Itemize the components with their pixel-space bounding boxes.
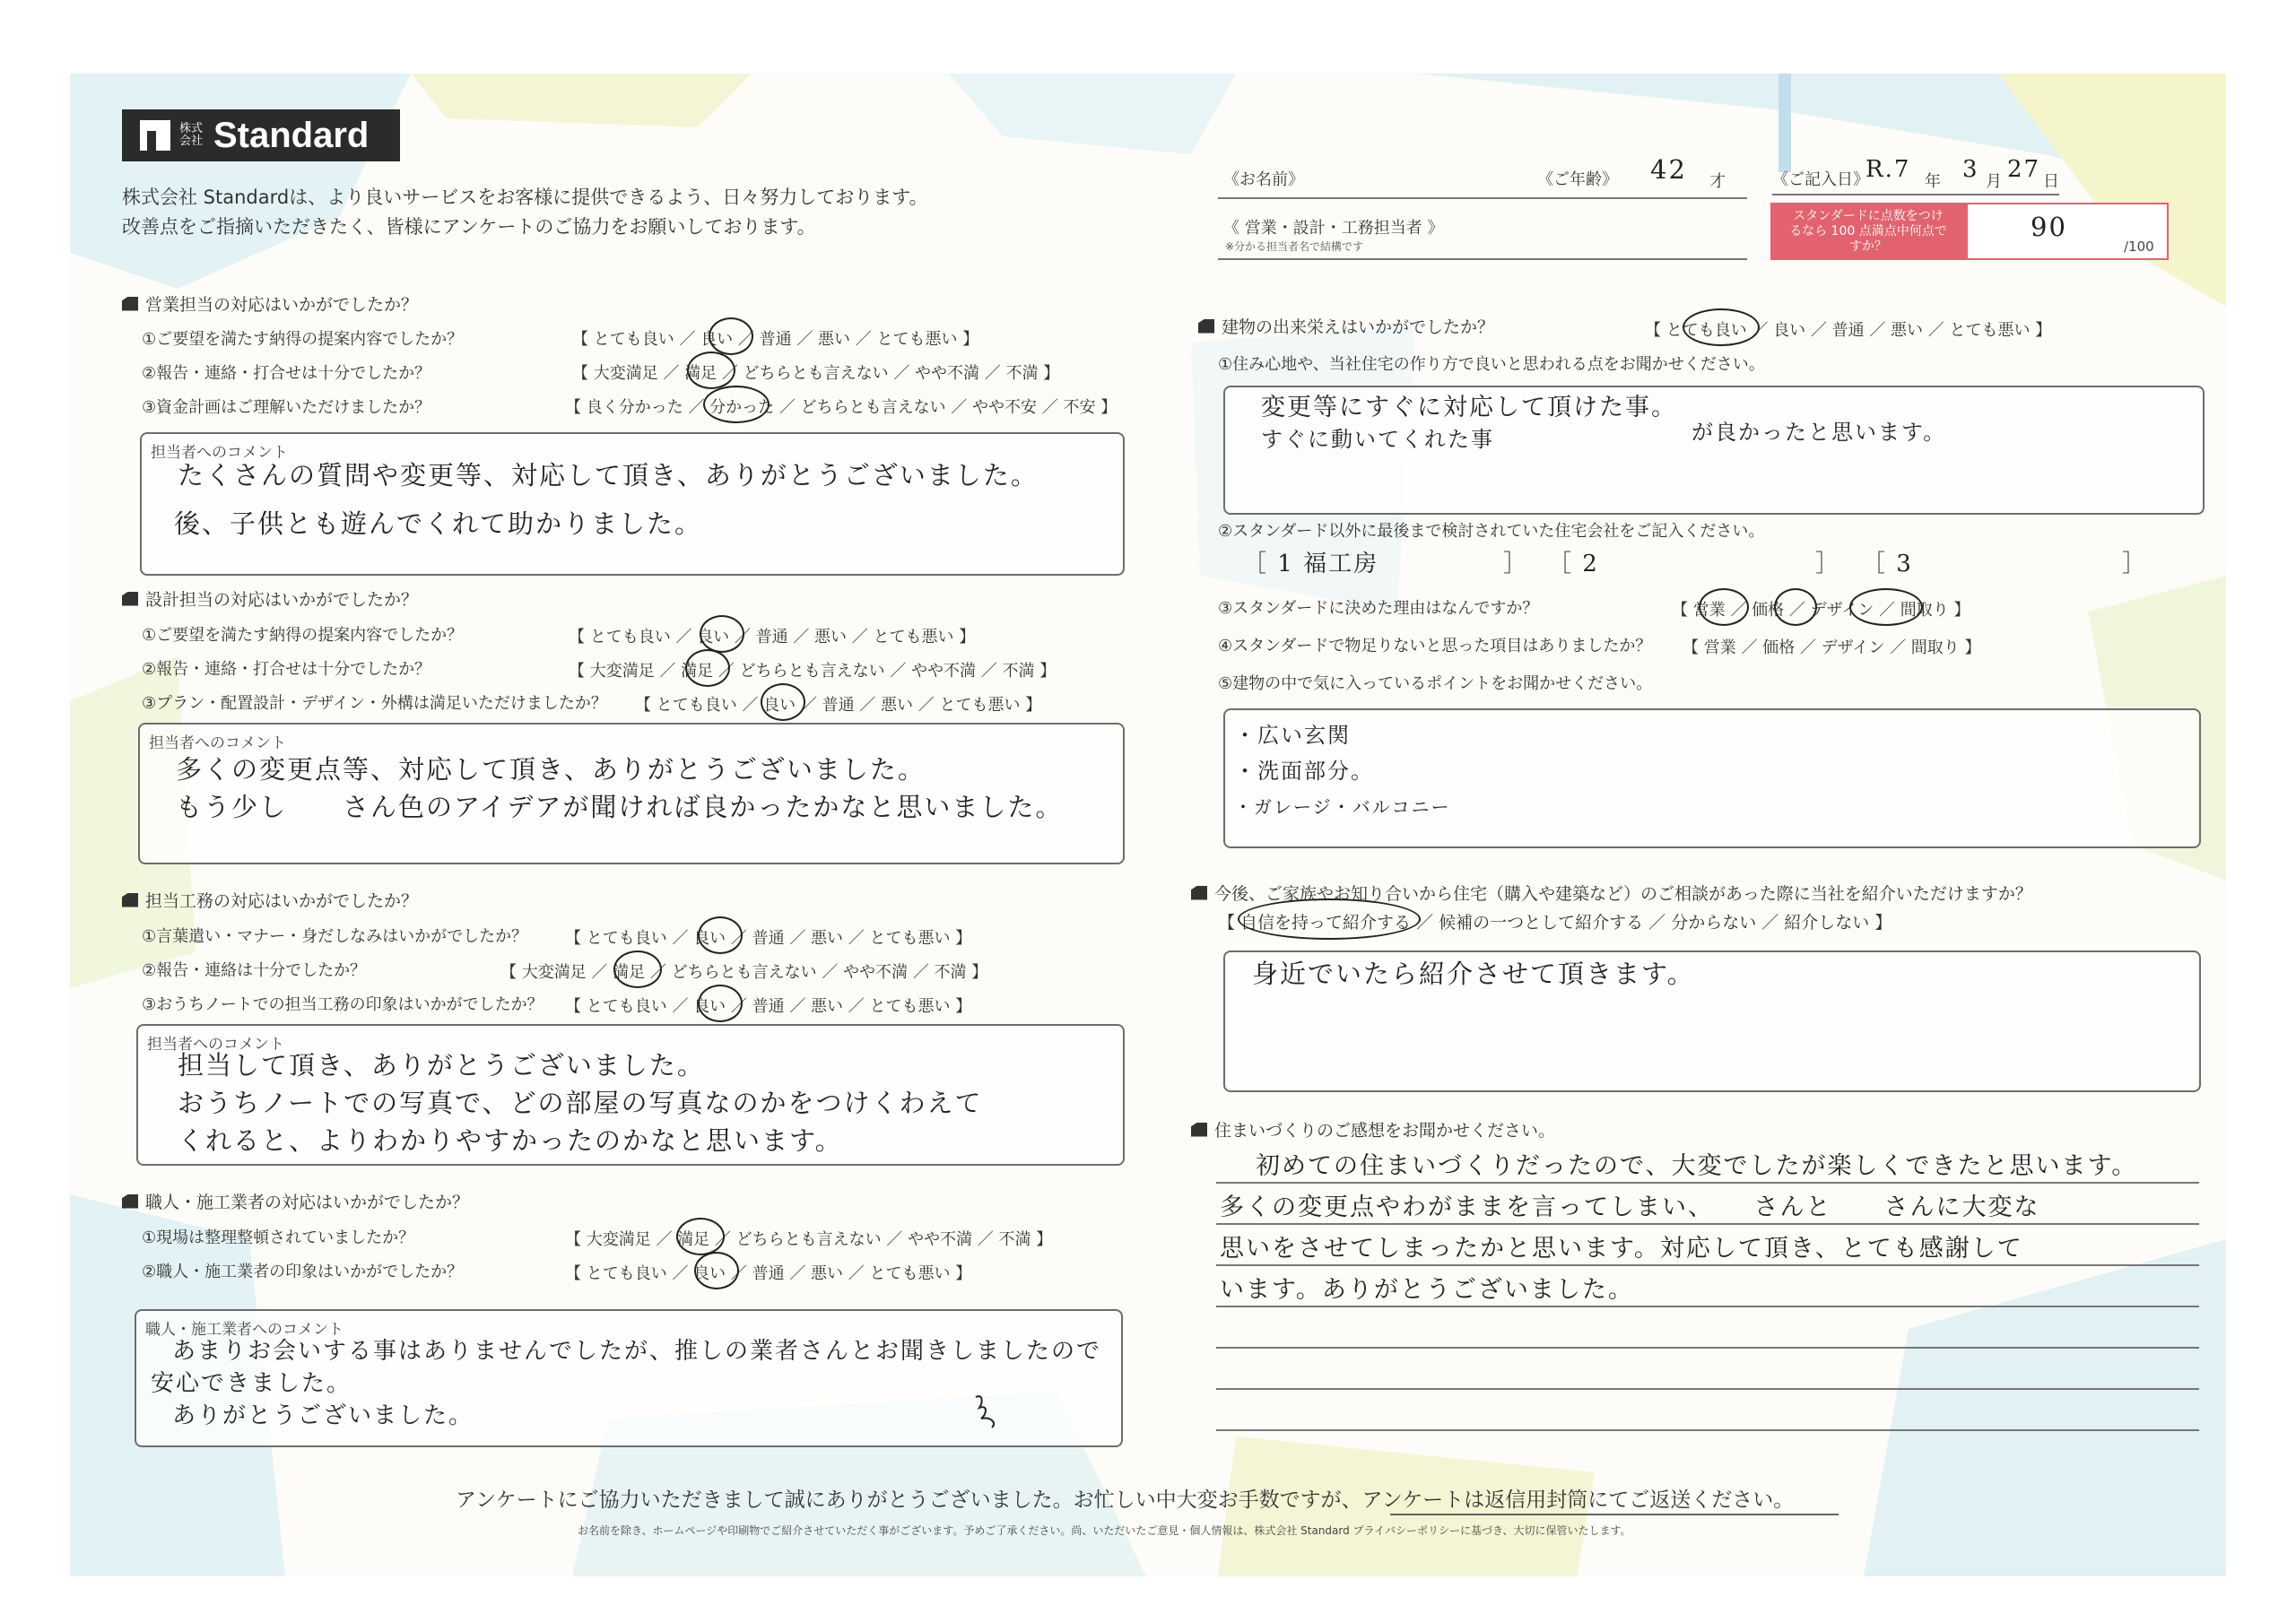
intro-line-1: 株式会社 Standardは、より良いサービスをお客様に提供できるよう、日々努力しております。 [122,187,928,208]
staff-note: ※分かる担当者名で結構です [1225,240,1364,253]
date-month: 3 [1962,156,1979,183]
construction-comment-line-3: くれると、よりわかりやすかったのかなと思います。 [178,1125,843,1156]
age-label: 《ご年齢》 [1537,170,1618,189]
sales-comment-line-1: たくさんの質問や変更等、対応して頂き、ありがとうございました。 [178,460,1039,490]
building-q4-options[interactable]: 【 営業 ／ 価格 ／ デザイン ／ 間取り 】 [1683,638,1981,657]
sales-q3-selection-mark [703,386,770,423]
date-day: 27 [2007,156,2041,183]
referral-answer-box[interactable] [1223,950,2201,1092]
footer-thanks: アンケートにご協力いただきまして誠にありがとうございました。お忙しい中大変お手数ですが、アンケートは返信用封筒にてご返送ください。 [456,1488,1795,1512]
construction-q1-options[interactable]: 【 とても良い ／ 良い ／ 普通 ／ 悪い ／ とても悪い 】 [565,929,972,948]
design-q3-options[interactable]: 【 とても良い ／ 良い ／ 普通 ／ 悪い ／ とても悪い 】 [635,696,1042,715]
survey-sheet [70,74,2226,1576]
craftsmen-comment-line-2: 安心できました。 [151,1370,352,1397]
competitor-2-end: ］ [1815,551,1841,577]
sales-comment-line-2: 後、子供とも遊んでくれて助かりました。 [174,508,703,539]
craftsmen-q2-selection-mark [694,1252,739,1289]
building-q4: ④スタンダードで物足りないと思った項目はありましたか？ [1218,637,1652,655]
section-marker-icon [122,592,138,606]
design-q3-selection-mark [761,683,805,721]
referral-selection-mark [1238,898,1421,940]
logo-house-icon [140,120,170,151]
impressions-rule-7 [1216,1429,2199,1431]
logo-wordmark: Standard [213,115,370,155]
competitor-3-end: ］ [2122,551,2148,577]
section-marker-icon [122,1194,138,1209]
age-unit: 才 [1709,172,1726,191]
craftsmen-title-text: 職人・施工業者の対応はいかがでしたか？ [145,1193,470,1212]
construction-comment-line-1: 担当して頂き、ありがとうございました。 [178,1050,705,1081]
construction-comment-label: 担当者へのコメント [147,1036,284,1054]
competitor-3[interactable]: ［ 3 [1862,551,1913,577]
building-options[interactable]: 【 とても良い ／ 良い ／ 普通 ／ 悪い ／ とても悪い 】 [1645,321,2052,340]
sales-section-title [122,291,418,316]
craftsmen-section-title [122,1189,469,1213]
building-section-title [1198,314,1494,338]
intro-text [122,183,928,242]
date-year-unit: 年 [1925,172,1941,191]
impressions-line-4: います。ありがとうございました。 [1220,1276,1634,1304]
referral-title-text: 今後、ご家族やお知り合いから住宅（購入や建築など）のご相談があった際に当社を紹介いただけますか？ [1214,884,2032,904]
impressions-line-2: 多くの変更点やわがままを言ってしまい、 さんと さんに大変な [1220,1193,2040,1221]
design-q2: ②報告・連絡・打合せは十分でしたか？ [142,660,431,679]
sales-q3-options[interactable]: 【 良く分かった ／ 分かった ／ どちらとも言えない ／ やや不安 ／ 不安 】 [565,398,1118,417]
sales-q3: ③資金計画はご理解いただけましたか？ [142,398,431,417]
impressions-rule-1 [1216,1182,2199,1184]
sales-q1: ①ご要望を満たす納得の提案内容でしたか？ [142,330,464,349]
craftsmen-q1-options[interactable]: 【 大変満足 ／ 満足 ／ どちらとも言えない ／ やや不満 ／ 不満 】 [565,1230,1053,1249]
construction-q1: ①言葉遣い・マナー・身だしなみはいかがでしたか？ [142,927,528,946]
construction-q3-options[interactable]: 【 とても良い ／ 良い ／ 普通 ／ 悪い ／ とても悪い 】 [565,997,972,1016]
building-q2: ②スタンダード以外に最後まで検討されていた住宅会社をご記入ください。 [1218,522,1765,541]
construction-q2-options[interactable]: 【 大変満足 ／ 満足 ／ どちらとも言えない ／ やや不満 ／ 不満 】 [500,963,988,982]
footer-underline [1390,1514,1839,1515]
design-title-text: 設計担当の対応はいかがでしたか？ [145,590,419,610]
section-marker-icon [122,297,138,311]
footer-privacy: お名前を除き、ホームページや印刷物でご紹介させていただく事がございます。予めご了承ください。尚、いただいたご意見・個人情報は、株式会社 Standard プライバシーポリシーに基づき、大切に保管いたします。 [578,1524,1631,1537]
date-label: 《ご記入日》 [1772,170,1869,189]
impressions-rule-3 [1216,1264,2199,1266]
craftsmen-q2: ②職人・施工業者の印象はいかがでしたか？ [142,1263,464,1281]
design-q2-options[interactable]: 【 大変満足 ／ 満足 ／ どちらとも言えない ／ やや不満 ／ 不満 】 [569,662,1057,681]
favorite-point-1: ・広い玄関 [1234,723,1351,748]
name-underline[interactable] [1218,197,1747,199]
craftsmen-comment-line-3: ありがとうございました。 [172,1402,474,1429]
intro-line-2: 改善点をご指摘いただきたく、皆様にアンケートのご協力をお願いしております。 [122,216,816,238]
impressions-line-1: 初めての住まいづくりだったので、大変でしたが楽しくできたと思います。 [1256,1152,2138,1180]
competitor-1[interactable]: ［ 1 福工房 [1243,551,1379,577]
date-month-unit: 月 [1986,172,2002,191]
name-label: 《お名前》 [1223,170,1304,189]
impressions-title-text: 住まいづくりのご感想をお聞かせください。 [1214,1121,1556,1141]
sales-comment-label: 担当者へのコメント [151,444,288,462]
design-q1: ①ご要望を満たす納得の提案内容でしたか？ [142,626,464,645]
impressions-rule-2 [1216,1223,2199,1225]
construction-section-title [122,888,418,912]
sales-title-text: 営業担当の対応はいかがでしたか？ [145,295,419,315]
building-q5-answer-box[interactable] [1223,708,2201,848]
score-value: 90 [2031,212,2067,242]
sales-q1-selection-mark [709,317,753,355]
impressions-rule-5 [1216,1347,2199,1349]
building-q1-answer-line-2: すぐに動いてくれた事 [1261,427,1494,452]
craftsmen-q2-options[interactable]: 【 とても良い ／ 良い ／ 普通 ／ 悪い ／ とても悪い 】 [565,1264,972,1283]
age-value: 42 [1650,154,1687,185]
section-marker-icon [1191,886,1207,900]
staff-label: 《 営業・設計・工務担当者 》 [1223,219,1444,238]
competitor-2[interactable]: ［ 2 [1548,551,1599,577]
favorite-point-3: ・ガレージ・バルコニー [1234,796,1451,818]
design-q1-selection-mark [700,615,744,653]
impressions-rule-6 [1216,1388,2199,1390]
construction-q3: ③おうちノートでの担当工務の印象はいかがでしたか？ [142,995,544,1014]
building-title-text: 建物の出来栄えはいかがでしたか？ [1222,317,1495,337]
section-marker-icon [1198,319,1214,334]
section-marker-icon [1191,1123,1207,1137]
construction-q3-selection-mark [698,985,743,1022]
score-question: スタンダードに点数をつけるなら 100 点満点中何点ですか？ [1770,203,1966,260]
competitor-1-end: ］ [1503,551,1529,577]
impressions-rule-4 [1216,1306,2199,1307]
construction-q2-selection-mark [613,950,662,988]
impressions-line-3: 思いをさせてしまったかと思います。対応して頂き、とても感謝して [1220,1235,2023,1263]
reason-design-mark [1849,588,1923,626]
design-q1-options[interactable]: 【 とても良い ／ 良い ／ 普通 ／ 悪い ／ とても悪い 】 [569,628,976,647]
building-q1-answer-box[interactable] [1223,386,2205,515]
craftsmen-comment-box[interactable] [135,1309,1123,1447]
score-max: /100 [2124,239,2154,255]
referral-answer: 身近でいたら紹介させて頂きます。 [1252,959,1695,989]
craftsmen-q1-selection-mark [676,1218,725,1255]
design-comment-label: 担当者へのコメント [149,734,286,752]
company-logo [122,109,400,161]
design-comment-box[interactable] [138,723,1125,864]
construction-comment-box[interactable] [136,1024,1125,1166]
favorite-point-2: ・洗面部分。 [1234,759,1374,784]
building-q5: ⑤建物の中で気に入っているポイントをお聞かせください。 [1218,674,1653,693]
referral-options[interactable]: 【 自信を持って紹介する ／ 候補の一つとして紹介する ／ 分からない ／ 紹介しない 】 [1218,913,1892,933]
building-q1: ①住み心地や、当社住宅の作り方で良いと思われる点をお聞かせください。 [1218,355,1765,374]
sales-q2-selection-mark [687,352,735,389]
date-era: R.7 [1866,156,1911,183]
reason-sales-mark [1699,588,1749,626]
construction-comment-line-2: おうちノートでの写真で、どの部屋の写真なのかをつけくわえて [178,1088,983,1118]
building-q3: ③スタンダードに決めた理由はなんですか？ [1218,599,1539,618]
craftsmen-q1: ①現場は整理整頓されていましたか？ [142,1228,415,1247]
staff-underline[interactable] [1218,258,1747,260]
date-underline[interactable] [1772,194,2059,195]
design-q2-selection-mark [685,649,730,687]
craftsmen-comment-line-1: あまりお会いする事はありませんでしたが、推しの業者さんとお聞きしましたので [172,1338,1102,1365]
building-q1-answer-line-1: 変更等にすぐに対応して頂けた事。 [1261,394,1677,421]
sales-q2-options[interactable]: 【 大変満足 ／ 満足 ／ どちらとも言えない ／ やや不満 ／ 不満 】 [572,364,1060,383]
craftsmen-comment-label: 職人・施工業者へのコメント [145,1321,344,1339]
section-marker-icon [122,893,138,907]
building-selection-mark [1683,308,1760,346]
handwritten-signature-icon [970,1392,1006,1431]
design-q3: ③プラン・配置設計・デザイン・外構は満足いただけましたか？ [142,694,607,713]
reason-price-mark [1774,588,1817,626]
logo-kabushikigaisha: 株式会社 [179,122,204,148]
building-q1-answer-line-3: が良かったと思います。 [1692,420,1947,445]
design-section-title [122,586,418,611]
date-day-unit: 日 [2043,172,2059,191]
design-comment-line-2: もう少し さん色のアイデアが聞ければ良かったかなと思いました。 [176,792,1064,822]
construction-q1-selection-mark [698,916,743,954]
sales-comment-box[interactable] [140,432,1125,576]
sales-q2: ②報告・連絡・打合せは十分でしたか？ [142,364,431,383]
construction-q2: ②報告・連絡は十分でしたか？ [142,961,367,980]
construction-title-text: 担当工務の対応はいかがでしたか？ [145,891,419,911]
design-comment-line-1: 多くの変更点等、対応して頂き、ありがとうございました。 [176,754,926,785]
impressions-section-title [1191,1117,1555,1141]
sales-q1-options[interactable]: 【 とても良い ／ 良い ／ 普通 ／ 悪い ／ とても悪い 】 [572,330,979,349]
building-q3-options[interactable]: 【 営業 ／ 価格 ／ デザイン ／ 間取り 】 [1672,601,1970,620]
